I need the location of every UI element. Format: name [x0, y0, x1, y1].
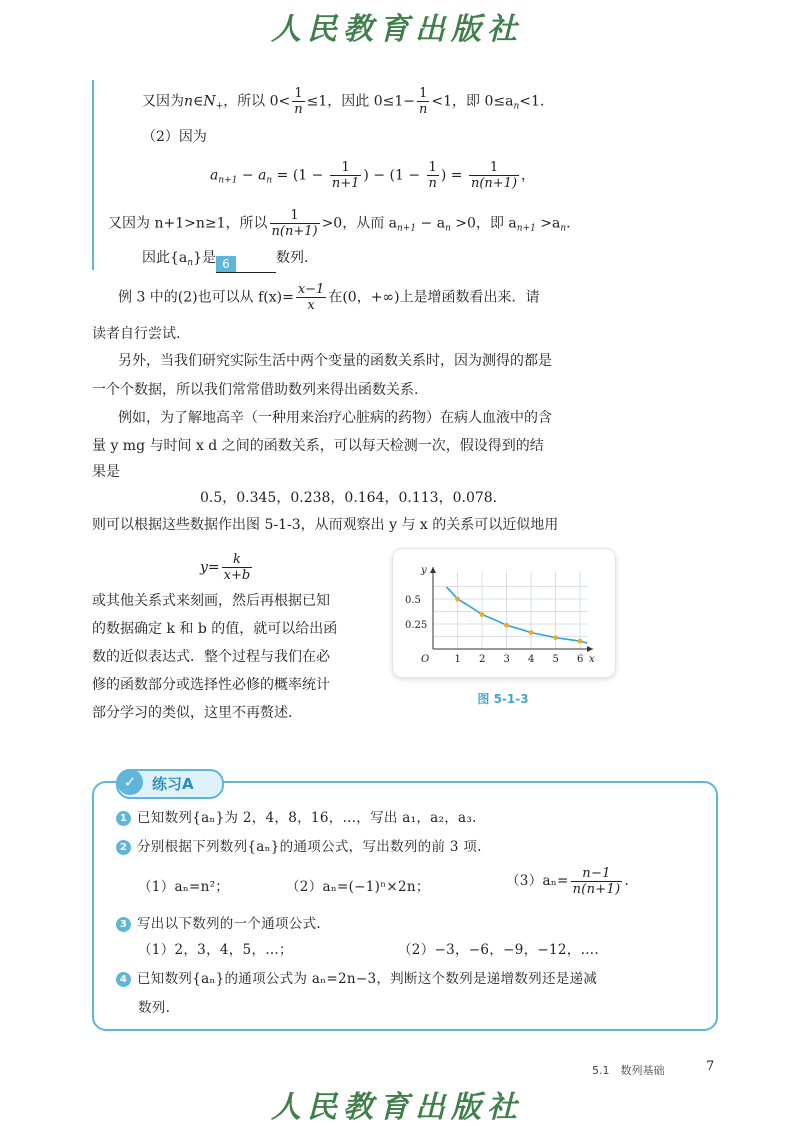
text: − a	[416, 215, 446, 232]
paragraph-5-d: 修的函数部分或选择性必修的概率统计	[92, 677, 330, 693]
paragraph-5-a: 或其他关系式来刻画，然后再根据已知	[92, 593, 330, 609]
text: >0，即 a	[450, 215, 517, 232]
text: 又因为 n+1>n≥1，所以	[108, 215, 268, 232]
text: 数列.	[275, 250, 309, 266]
exercise-q2	[116, 837, 482, 857]
fraction-1-over-n	[292, 86, 304, 117]
question-text: 写出以下数列的一个通项公式.	[137, 916, 321, 932]
exercise-q4	[116, 969, 597, 989]
den: n	[419, 102, 428, 117]
exercise-q3-2: （2）−3，−6，−9，−12，….	[398, 942, 599, 958]
x-axis-arrow	[587, 646, 593, 652]
data-point	[455, 597, 460, 602]
y-tick-label: 0.25	[405, 620, 428, 631]
paragraph-4: 则可以根据这些数据作出图 5-1-3，从而观察出 y 与 x 的关系可以近似地用	[92, 517, 559, 533]
exercise-title: 练习A	[152, 775, 194, 793]
math: n∈N	[184, 93, 216, 110]
fraction	[222, 552, 253, 583]
question-number-badge: 2	[116, 840, 131, 855]
fraction-1-over-n	[417, 86, 429, 117]
paragraph-1	[118, 282, 638, 313]
text: 又因为	[142, 93, 184, 110]
proof-line-4	[108, 208, 571, 239]
text: }是	[193, 250, 216, 266]
text: ) =	[440, 167, 467, 184]
paragraph-3-a: 例如，为了解地高辛（一种用来治疗心脏病的药物）在病人血液中的含	[118, 410, 552, 426]
num: 1	[270, 208, 320, 224]
exercise-q2-1: （1）aₙ=n²；	[138, 879, 230, 895]
num: n−1	[571, 866, 623, 882]
fraction	[296, 282, 327, 313]
text: = (1 −	[272, 167, 328, 184]
sub: n+1	[397, 223, 417, 234]
num: 1	[330, 160, 362, 176]
sub: n+1	[516, 223, 536, 234]
question-number-badge: 1	[116, 811, 131, 826]
data-point	[504, 623, 509, 628]
fraction	[469, 160, 519, 191]
data-point	[578, 639, 583, 644]
paragraph-3-c: 果是	[92, 464, 120, 480]
text: <1，即 0≤a	[431, 93, 514, 110]
data-point	[553, 635, 558, 640]
data-point	[529, 630, 534, 635]
den: x	[307, 298, 315, 313]
exercise-q1	[116, 808, 477, 828]
text: .	[624, 873, 630, 889]
text: ，	[521, 167, 536, 184]
den: n	[294, 102, 303, 117]
num: 1	[292, 86, 304, 102]
fill-blank[interactable]	[216, 256, 276, 273]
y-axis-arrow	[430, 567, 436, 573]
exercise-q3	[116, 914, 321, 934]
text: >0，从而 a	[321, 215, 397, 232]
x-tick-label: 5	[552, 654, 559, 665]
x-tick-label: 2	[479, 654, 486, 665]
num: 1	[417, 86, 429, 102]
paragraph-2-b: 一个个数据，所以我们常常借助数列来得出函数关系.	[92, 382, 419, 398]
den: x+b	[223, 568, 251, 583]
question-text: 分别根据下列数列{aₙ}的通项公式，写出数列的前 3 项.	[137, 839, 482, 855]
paragraph-3-b: 量 y mg 与时间 x d 之间的函数关系，可以每天检测一次，假设得到的结	[92, 438, 544, 454]
den: n	[428, 176, 437, 191]
data-point	[480, 612, 485, 617]
exercise-q3-1: （1）2，3，4，5，…；	[138, 942, 293, 958]
fraction	[330, 160, 362, 191]
publisher-watermark-top: 人民教育出版社	[271, 12, 523, 47]
proof-line-1	[142, 86, 544, 117]
proof-line-5	[142, 248, 308, 273]
paragraph-5-c: 数的近似表达式．整个过程与我们在必	[92, 649, 330, 665]
exercise-q2-3	[506, 866, 629, 897]
y-tick-label: 0.5	[405, 595, 421, 606]
x-tick-label: 1	[454, 654, 461, 665]
paragraph-5-e: 部分学习的类似，这里不再赘述.	[92, 705, 293, 721]
sub: n	[513, 101, 520, 112]
text: ，所以 0<	[223, 93, 291, 110]
check-icon: ✓	[117, 769, 143, 795]
text: ≤1，因此 0≤1−	[306, 93, 416, 110]
question-number-badge: 4	[116, 972, 131, 987]
proof-equation	[210, 160, 535, 191]
publisher-watermark-bottom: 人民教育出版社	[271, 1090, 523, 1125]
text: <1.	[519, 93, 545, 110]
sub: n	[445, 223, 451, 234]
sub: n	[266, 175, 273, 186]
den: n(n+1)	[572, 882, 621, 897]
sub: +	[215, 101, 224, 112]
paragraph-2-a: 另外，当我们研究实际生活中两个变量的函数关系时，因为测得的都是	[118, 353, 552, 369]
den: n+1	[331, 176, 360, 191]
figure-caption: 图 5-1-3	[477, 692, 529, 706]
text: .	[566, 215, 571, 232]
x-axis-label: x	[589, 654, 595, 665]
den: n(n+1)	[470, 176, 518, 191]
math: − a	[237, 167, 267, 184]
blank-number-tag: 6	[216, 256, 236, 272]
fitted-curve	[446, 587, 587, 643]
math: y=	[200, 559, 220, 576]
exercise-q4-cont: 数列.	[138, 1000, 171, 1016]
figure-5-1-3-card	[392, 548, 616, 678]
fraction	[270, 208, 320, 239]
paragraph-1-cont: 读者自行尝试.	[92, 326, 181, 342]
text: 例 3 中的(2)也可以从 f(x)=	[118, 289, 294, 306]
text: （3）aₙ=	[506, 873, 569, 889]
sub: n	[187, 258, 194, 268]
y-axis-label: y	[421, 565, 427, 576]
paragraph-5-b: 的数据确定 k 和 b 的值，就可以给出函	[92, 621, 338, 637]
text: ) − (1 −	[363, 167, 425, 184]
x-tick-label: 3	[503, 654, 510, 665]
math: a	[210, 167, 219, 184]
page-number: 7	[706, 1059, 715, 1074]
question-text: 已知数列{aₙ}为 2，4，8，16，…，写出 a₁，a₂，a₃.	[137, 810, 477, 826]
num: 1	[469, 160, 519, 176]
x-tick-label: 6	[577, 654, 584, 665]
origin-label: O	[421, 654, 430, 665]
proof-line-2: （2）因为	[142, 129, 207, 145]
footer-section-title: 5.1 数列基础	[592, 1064, 665, 1077]
num: x−1	[297, 282, 325, 297]
decay-chart	[393, 549, 615, 677]
sub: n	[560, 223, 567, 234]
num: 1	[427, 160, 439, 176]
text: 在(0，+∞)上是增函数看出来．请	[328, 289, 540, 306]
text: >a	[535, 215, 561, 232]
den: n(n+1)	[271, 224, 318, 239]
data-values-line: 0.5，0.345，0.238，0.164，0.113，0.078.	[200, 490, 498, 506]
question-text: 已知数列{aₙ}的通项公式为 aₙ=2n−3，判断这个数列是递增数列还是递减	[137, 971, 598, 987]
fraction	[571, 866, 623, 897]
text: 因此{a	[142, 250, 188, 266]
num: k	[222, 552, 253, 568]
question-number-badge: 3	[116, 917, 131, 932]
exercise-q2-2: （2）aₙ=(−1)ⁿ×2n；	[286, 879, 430, 895]
proof-sidebar-line	[92, 80, 94, 270]
fraction	[427, 160, 439, 191]
x-tick-label: 4	[528, 654, 535, 665]
sub: n+1	[218, 175, 238, 186]
formula-y-k-over-x-plus-b	[200, 552, 254, 583]
